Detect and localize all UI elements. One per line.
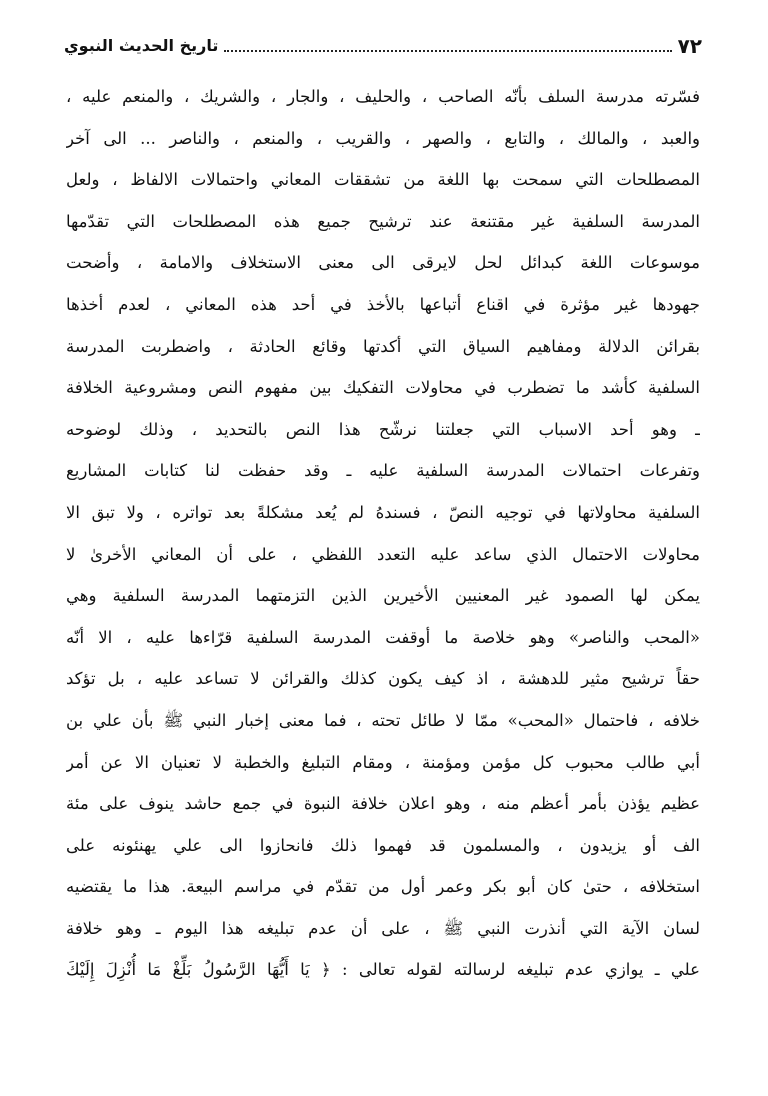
text-line: والعبد ، والمالك ، والتابع ، والصهر ، والقريب ، والمنعم ، والناصر ... الى آخر [66, 128, 700, 148]
text-line: المصطلحات التي سمحت بها اللغة من تشققات المعاني واحتمالات الالفاظ ، ولعل [66, 170, 700, 190]
text-line: الف أو يزيدون ، والمسلمون قد فهموا ذلك فانحازوا الى علي يهنئونه على [66, 835, 700, 855]
text-line: السلفية كأشد ما تضطرب في محاولات التفكيك بين مفهوم النص ومشروعية الخلافة [66, 378, 700, 398]
text-line: فسّرته مدرسة السلف بأنّه الصاحب ، والحليف ، والجار ، والشريك ، والمنعم عليه ، [66, 87, 700, 106]
dotted-leader [224, 50, 671, 52]
text-line: «المحب والناصر» وهو خلاصة ما أوقفت المدرسة السلفية قرّاءها عليه ، الا أنّه [66, 627, 700, 647]
text-line: عظيم يؤذن بأمر أعظم منه ، وهو اعلان خلافة النبوة في جمع حاشد ينوف على مئة [66, 794, 700, 814]
text-line: أبي طالب محبوب كل مؤمن ومؤمنة ، ومقام التبليغ والخطبة لا تعنيان الا عن أمر [66, 752, 700, 772]
text-line: محاولات الاحتمال الذي ساعد عليه التعدد اللفظي ، على أن المعاني الأخرىٰ لا [66, 544, 700, 564]
text-line: جهودها غير مؤثرة في اقناع أتباعها بالأخذ في أحد هذه المعاني ، لعدم أخذها [66, 294, 700, 314]
page-header [64, 26, 702, 60]
text-line: ـ وهو أحد الاسباب التي جعلتنا نرشّح هذا النص بالتحديد ، وذلك لوضوحه [66, 419, 700, 439]
text-line-quran-quote: علي ـ يوازي عدم تبليغه لرسالته لقوله تعالى : ﴿ يَا أَيُّهَا الرَّسُولُ بَلِّغْ مَا أُنْزِلَ إِلَيْكَ [66, 960, 700, 980]
text-line: خلافه ، فاحتمال «المحب» ممّا لا طائل تحته ، فما معنى إخبار النبي ﷺ بأن علي بن [66, 710, 700, 730]
text-line: حقاً ترشيح مثير للدهشة ، اذ كيف يكون كذلك والقرائن لا تساعد عليه ، بل تؤكد [66, 669, 700, 689]
body-text [66, 76, 700, 991]
text-line: يمكن لها الصمود غير المعنيين الأخيرين الذين التزمتهما المدرسة السلفية وهي [66, 586, 700, 606]
page-number: ٧٢ [677, 34, 702, 58]
text-line: بقرائن الدلالة ومفاهيم السياق التي أكدتها وقائع الحادثة ، واضطربت المدرسة [66, 336, 700, 356]
running-title: تاريخ الحديث النبوي [64, 36, 219, 55]
text-line: السلفية محاولاتها في توجيه النصّ ، فسندهُ لم يُعد مشكلةً بعد تواتره ، ولا تبق الا [66, 502, 700, 522]
text-line: موسوعات اللغة كبدائل لحل لايرقى الى معنى الاستخلاف والامامة ، وأضحت [66, 253, 700, 273]
text-line: استخلافه ، حتىٰ كان أبو بكر وعمر أول من تقدّم في مراسم البيعة. هذا ما يقتضيه [66, 877, 700, 897]
text-line: لسان الآية التي أنذرت النبي ﷺ ، على أن عدم تبليغه هذا اليوم ـ وهو خلافة [66, 918, 700, 938]
text-line: وتفرعات احتمالات المدرسة السلفية عليه ـ وقد حفظت لنا كتابات المشاريع [66, 461, 700, 481]
text-line: المدرسة السلفية غير مقتنعة عند ترشيح جميع هذه المصطلحات التي تقدّمها [66, 211, 700, 231]
